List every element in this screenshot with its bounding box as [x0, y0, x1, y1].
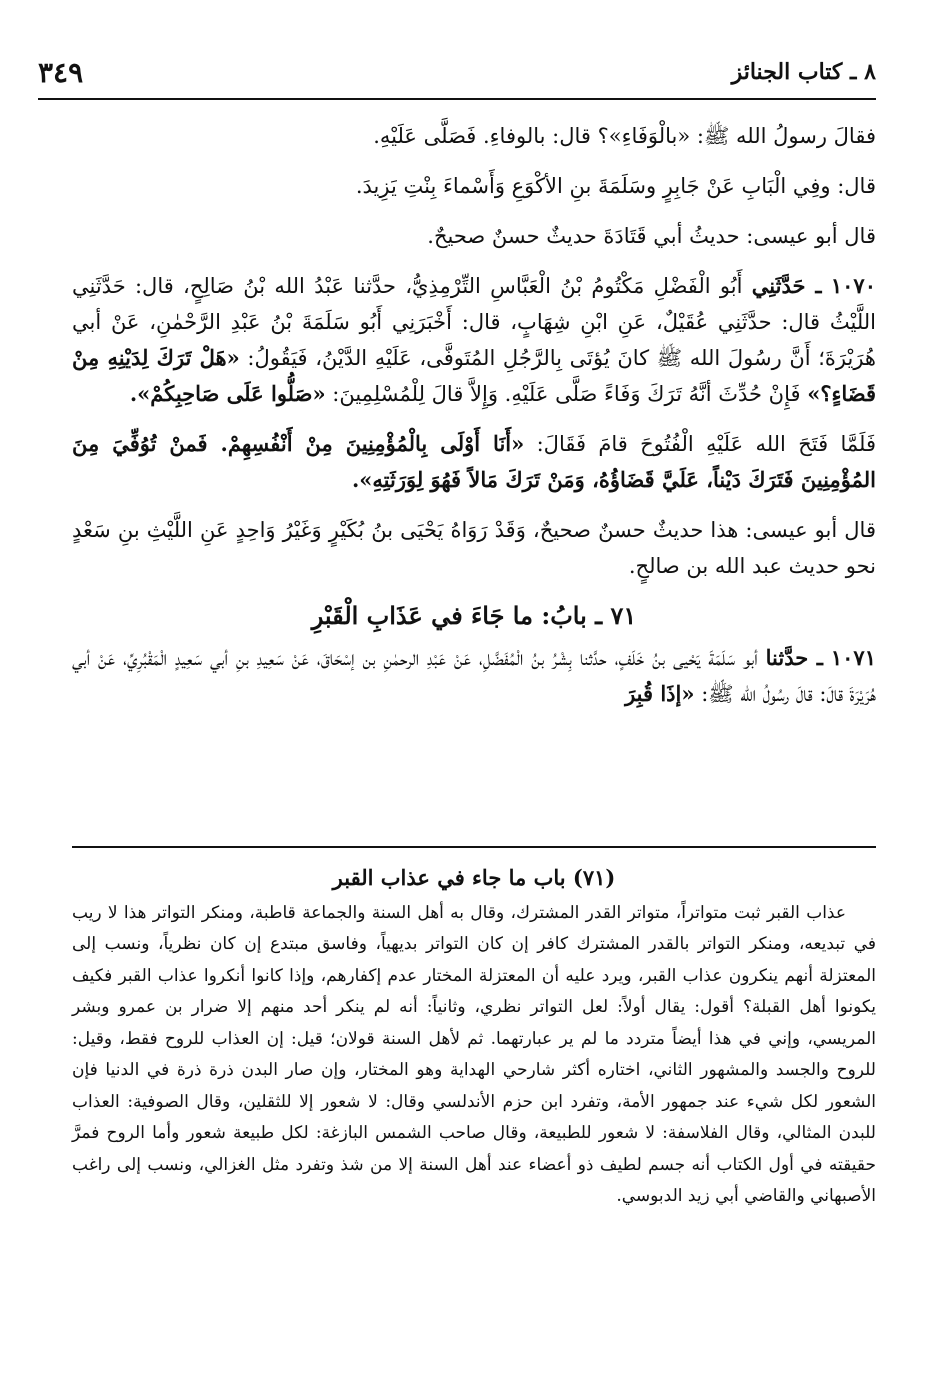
paragraph-1: فقالَ رسولُ الله ﷺ: «بالْوَفَاءِ»؟ قال: بالوفاءِ. فَصَلَّى عَلَيْهِ.: [373, 124, 876, 148]
chapter-title: ٨ ـ كتاب الجنائز: [731, 59, 876, 85]
paragraph-2: قال: وفِي الْبَابِ عَنْ جَابِرٍ وسَلَمَةَ بنِ الأكْوَعِ وَأَسْماءَ بِنْتِ يَزِيدَ.: [355, 174, 876, 198]
commentary-heading: (٧١) باب ما جاء في عذاب القبر: [332, 865, 616, 890]
paragraph-6: قال أبو عيسى: هذا حديثٌ حسنٌ صحيحٌ، وَقَدْ رَوَاهُ يَحْيَى بنُ بُكَيْرٍ وَغَيْرُ وَاحِدٍ عَنِ اللَّيْثِ بنِ سَعْدٍ نحو حديث عبد الله بن صالحٍ.: [72, 518, 876, 578]
hadith-lead-word: حَدَّثَنِي: [751, 273, 806, 298]
main-text: [72, 118, 876, 726]
hadith-1070: ١٠٧٠ ـ حَدَّثَنِي أَبُو الْفَضْلِ مَكْتُومُ بْنُ الْعَبَّاسِ التِّرْمِذِيُّ، حدَّثنا عَبْدُ الله بْنُ صَالِحٍ، قال: حَدَّثَنِي اللَّيْثُ قال: حدَّثَنِي عُقَيْلٌ، عَنِ ابْنِ شِهَابٍ، قال: أَخْبَرَنِي أَبُو سَلَمَةَ بْنُ عَبْدِ الرَّحْمٰنِ، عَنْ أبي هُرَيْرَةَ؛ أَنَّ رسُولَ الله ﷺ كانَ يُؤتَى بِالرَّجُلِ المُتَوفَّى، عَلَيْهِ الدَّيْنُ، فَيَقُولُ: «هَلْ تَرَكَ لِدَيْنِهِ مِنْ قَضَاءٍ؟» فَإِنْ حُدِّثَ أنَّهُ تَرَكَ وَفَاءً صَلَّى عَلَيْهِ. وَإِلاَّ قالَ لِلْمُسْلِمِينَ: «صَلُّوا عَلَى صَاحِبِكُمْ».: [72, 273, 876, 406]
hadith-text: أبو سَلَمَةَ يَحْيى بنُ خَلَفٍ، حدَّثنا بِشْرُ بنُ الْمُفَضَّلِ، عَنْ عَبْدِ الرحمٰنِ بن إسْحَاقَ، عَنْ سَعِيدِ بنِ أبي سَعِيدٍ الْمَقْبُرِيِّ، عَنْ أبي هُرَيْرَةَ قالَ: قالَ رسُولُ الله ﷺ:: [72, 646, 876, 706]
footnote-divider: [72, 846, 876, 848]
hadith-number: ١٠٧١: [830, 645, 876, 670]
commentary-section: [72, 862, 876, 1213]
hadith-text: أَبُو الْفَضْلِ مَكْتُومُ بْنُ الْعَبَّاسِ التِّرْمِذِيُّ، حدَّثنا عَبْدُ الله بْنُ صَالِحٍ، قال: حَدَّثَنِي اللَّيْثُ قال: حدَّثَنِي عُقَيْلٌ، عَنِ ابْنِ شِهَابٍ، قال: أَخْبَرَنِي أَبُو سَلَمَةَ بْنُ عَبْدِ الرَّحْمٰنِ، عَنْ أبي هُرَيْرَةَ؛ أَنَّ رسُولَ الله ﷺ كانَ يُؤتَى بِالرَّجُلِ المُتَوفَّى، عَلَيْهِ الدَّيْنُ، فَيَقُولُ:: [72, 274, 876, 370]
hadith-1071: ١٠٧١ ـ حدَّثنا أبو سَلَمَةَ يَحْيى بنُ خَلَفٍ، حدَّثنا بِشْرُ بنُ الْمُفَضَّلِ، عَنْ عَبْدِ الرحمٰنِ بن إسْحَاقَ، عَنْ سَعِيدِ بنِ أبي سَعِيدٍ الْمَقْبُرِيِّ، عَنْ أبي هُرَيْرَةَ قالَ: قالَ رسُولُ الله ﷺ: «إذَا قُبِرَ: [72, 645, 876, 706]
commentary-text: عذاب القبر ثبت متواتراً، متواتر القدر المشترك، وقال به أهل السنة والجماعة قاطبة، ومنكر التواتر هذا لا ريب في تبديعه، ومنكر التواتر بالقدر المشترك كافر إن كان التواتر بديهياً، وفاسق مبتدع إن كان نظرياً، ونسب إلى المعتزلة أنهم ينكرون عذاب القبر، ويرد عليه أن المعتزلة المختار عدم إكفارهم، وإذا كانوا أنكروا عذاب القبر فكيف يكونوا أهل القبلة؟ أقول: يقال أولاً: لعل التواتر نظري، وثانياً: أنه لم ينكر أحد منهم إلا ضرار بن عمرو وبشر المريسي، وإني في هذا أيضاً متردد ما لم ير عبارتهما. ثم لأهل السنة قولان؛ قيل: إن العذاب للروح فقط، وقيل: للروح والجسد والمشهور الثاني، اختاره أكثر شارحي الهداية وهو المختار، وإن صار البدن ذرة ذرة في الدنيا فإن الشعور لكل شيء عند جمهور الأمة، وتفرد ابن حزم الأندلسي وقال: لا شعور إلا للثقلين، وقال الصوفية: العذاب للبدن المثالي، وقال الفلاسفة: لا شعور للطبيعة، وقال صاحب الشمس البازغة: لكل طبيعة شعور وأما الروح فمرَّ حقيقته في أول الكتاب أنه جسم لطيف ذو أعضاء عند أهل السنة إلا من شذ وتفرد مثل الغزالي، ونسب إلى راغب الأصبهاني والقاضي أبي زيد الدبوسي.: [72, 902, 877, 1206]
hadith-quote: «أَنَا أَوْلَى بِالْمُؤْمِنِينَ مِنْ أَنْفُسِهِمْ. فَمنْ تُوُفِّيَ مِنَ المُؤْمِنِينَ فَتَرَكَ دَيْناً، عَلَيَّ قَضَاؤُهُ، وَمَنْ تَرَكَ مَالاً فَهُوَ لِوَرَثَتِهِ».: [72, 431, 876, 492]
chapter-section-heading: ٧١ ـ بابُ: ما جَاءَ في عَذَابِ الْقَبْرِ: [311, 601, 637, 630]
paragraph-3: قال أبو عيسى: حديثُ أبي قَتَادَةَ حديثٌ حسنٌ صحيحٌ.: [427, 224, 876, 248]
hadith-quote: «إذَا قُبِرَ: [625, 681, 695, 706]
hadith-number: ١٠٧٠: [830, 273, 876, 298]
page-number: ٣٤٩: [38, 55, 84, 89]
page-header: [38, 52, 876, 100]
paragraph-5: [72, 426, 876, 498]
paragraph-text: فَلَمَّا فَتَحَ الله عَلَيْهِ الْفُتُوحَ قامَ فَقَالَ:: [536, 432, 877, 456]
hadith-text: فَإِنْ حُدِّثَ أنَّهُ تَرَكَ وَفَاءً صَلَّى عَلَيْهِ. وَإِلاَّ قالَ لِلْمُسْلِمِينَ:: [332, 382, 801, 406]
hadith-quote: «هَلْ تَرَكَ لِدَيْنِهِ مِنْ قَضَاءٍ؟»: [72, 345, 876, 406]
hadith-lead-word: حدَّثنا: [765, 645, 809, 670]
hadith-quote: «صَلُّوا عَلَى صَاحِبِكُمْ».: [129, 381, 326, 406]
